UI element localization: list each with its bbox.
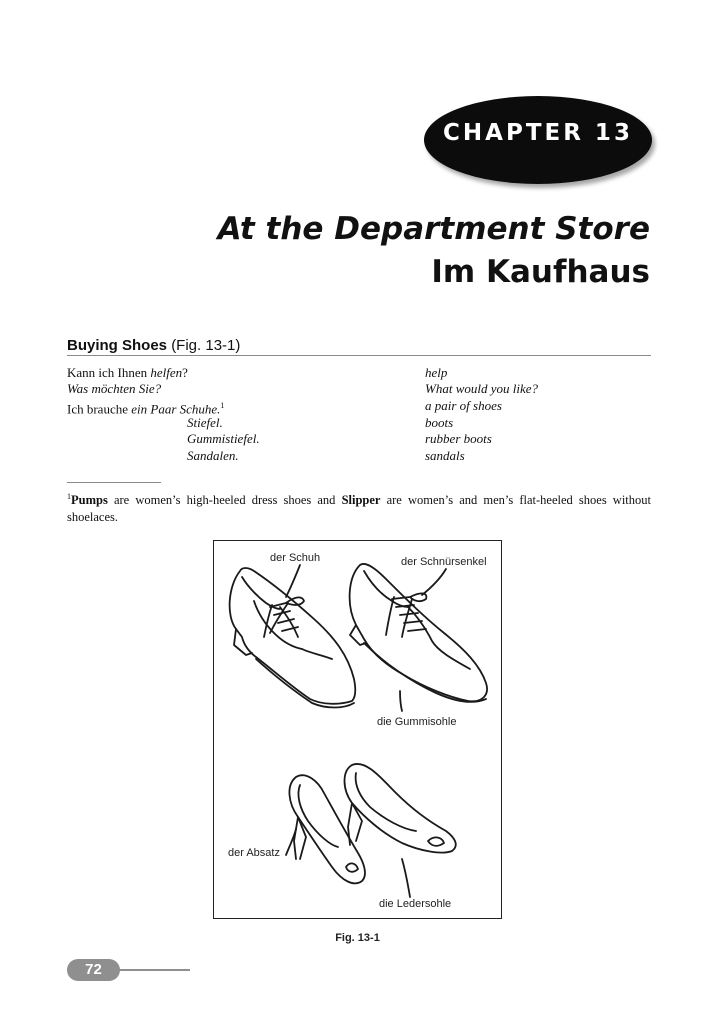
footnote-divider: [67, 482, 161, 483]
label-der-schnuersenkel: der Schnürsenkel: [401, 556, 487, 568]
right-oxford-collar: [364, 571, 408, 607]
right-oxford-vamp: [408, 607, 470, 669]
right-pump-outline: [345, 764, 456, 853]
vocab-english-1: help: [425, 365, 448, 380]
section-heading: [67, 337, 240, 354]
left-pump-heel: [294, 817, 306, 859]
vocab-german-4: [187, 414, 223, 431]
footnote-term: Slipper: [341, 493, 381, 508]
footnote-text: are women’s and men’s flat-heeled shoes without shoelaces.: [67, 493, 651, 525]
left-oxford-outline: [230, 568, 356, 704]
label-die-gummisohle: die Gummisohle: [377, 716, 457, 728]
vocab-english-5: rubber boots: [425, 431, 492, 446]
vocab-german-6: [187, 447, 239, 464]
vocab-english-3: a pair of shoes: [425, 398, 502, 413]
vocab-term: Gummistiefel.: [187, 431, 260, 446]
section-heading-text: Buying Shoes: [67, 337, 168, 354]
vocab-english-2: What would you like?: [425, 381, 539, 396]
vocab-german-5: [187, 430, 260, 447]
vocab-english-6: sandals: [425, 448, 465, 463]
left-oxford-collar: [242, 577, 280, 609]
left-pump-toe: [346, 863, 358, 871]
right-oxford-outline: [350, 564, 487, 701]
footnote-text: are women’s high-heeled dress shoes and: [107, 493, 342, 508]
chapter-label: CHAPTER 13: [443, 120, 633, 146]
left-pump-outline: [289, 775, 365, 883]
vocab-text: Ich brauche: [67, 401, 132, 417]
left-oxford-vamp: [280, 607, 332, 659]
right-oxford-sole: [364, 643, 486, 702]
label-die-ledersohle: die Ledersohle: [379, 898, 452, 910]
leader-schnuersenkel: [422, 569, 446, 595]
right-pump-heel: [348, 803, 362, 845]
vocab-english-4: boots: [425, 415, 454, 430]
vocab-german-1: [67, 364, 188, 381]
vocab-term: Was möchten Sie?: [67, 381, 162, 396]
vocab-german-2: [67, 380, 161, 397]
leader-ledersohle: [402, 859, 410, 897]
page-number-rule: [118, 969, 190, 971]
right-pump-toe: [428, 837, 444, 845]
vocab-text: Kann ich Ihnen: [67, 365, 151, 380]
section-divider: [67, 355, 651, 356]
chapter-title-german: Im Kaufhaus: [431, 254, 650, 290]
page-number: 72: [85, 961, 102, 978]
footnote-marker: 1: [67, 492, 71, 501]
label-der-absatz: der Absatz: [228, 847, 280, 859]
figure-caption: Fig. 13-1: [335, 932, 380, 944]
vocab-term: Sandalen.: [187, 448, 239, 463]
vocab-term: Stiefel.: [187, 415, 223, 430]
shoe-figure: [213, 540, 502, 919]
left-pump-opening: [298, 785, 338, 847]
left-oxford-laces: [264, 597, 304, 637]
leader-schuh: [286, 565, 300, 597]
footnote: [67, 488, 651, 526]
footnote-ref: 1: [220, 401, 225, 410]
footnote-term: Pumps: [71, 493, 108, 508]
vocab-term: helfen: [150, 365, 183, 380]
chapter-title-english: At the Department Store: [217, 211, 650, 247]
label-der-schuh: der Schuh: [270, 552, 321, 564]
shoe-illustration: [214, 541, 501, 918]
leader-gummisohle: [400, 691, 402, 711]
left-oxford-sole: [256, 659, 354, 708]
section-figure-ref: (Fig. 13-1): [171, 337, 241, 354]
vocab-term: ein Paar Schuhe.: [131, 401, 221, 417]
vocab-german-3: [67, 397, 225, 417]
vocab-text: ?: [182, 365, 188, 380]
